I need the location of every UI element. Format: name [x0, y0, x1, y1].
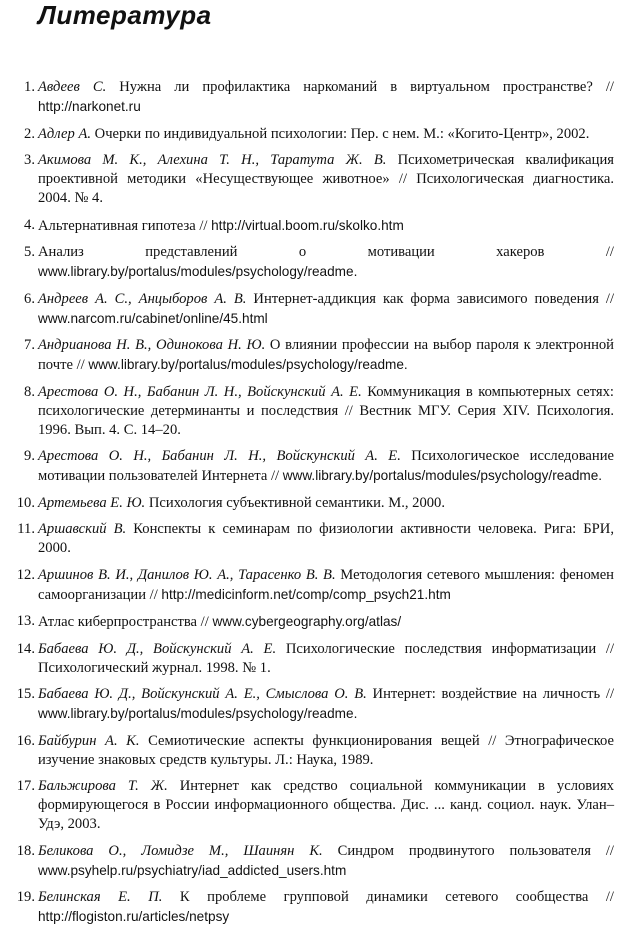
- reference-text: [38, 685, 614, 724]
- reference-title: Очерки по индивидуальной психологии: Пер. с нем. М.: «Когито-Центр», 2002.: [91, 125, 590, 142]
- reference-item: [0, 216, 620, 236]
- reference-number: 13.: [16, 613, 35, 629]
- reference-number: 12.: [16, 566, 35, 583]
- reference-title: К проблеме групповой динамики сетевого сообщества //: [162, 889, 614, 905]
- reference-url: http://virtual.boom.ru/skolko.htm: [211, 217, 404, 233]
- reference-url: www.cybergeography.org/atlas/: [212, 614, 402, 629]
- reference-title: Интернет как средство социальной коммуникации в условиях формирующегося в России информационного общества. Дис. ... канд. социол. наук. Улан–Удэ, 2003.: [38, 778, 614, 832]
- reference-text: [38, 842, 614, 881]
- reference-authors: Авдеев С.: [38, 79, 107, 95]
- reference-text: [38, 78, 614, 117]
- reference-number: 7.: [24, 337, 35, 353]
- reference-number: 1.: [24, 79, 35, 95]
- reference-authors: Арестова О. Н., Бабанин Л. Н., Войскунский А. Е.: [38, 383, 362, 400]
- reference-item: [0, 383, 620, 440]
- reference-number: 8.: [24, 383, 35, 400]
- reference-item: [0, 494, 620, 513]
- reference-url: http://medicinform.net/comp/comp_psych21.htm: [161, 586, 451, 602]
- reference-text: [38, 216, 614, 236]
- reference-authors: Бабаева Ю. Д., Войскунский А. Е.: [38, 640, 277, 657]
- reference-text: [38, 888, 614, 927]
- reference-text: [38, 243, 614, 282]
- reference-text: [38, 125, 614, 144]
- reference-authors: Андреев А. С., Анцыборов А. В.: [38, 290, 247, 307]
- reference-title: Альтернативная гипотеза //: [38, 217, 212, 234]
- reference-title: Анализ представлений о мотивации хакеров //: [38, 244, 614, 260]
- reference-list: [0, 78, 620, 935]
- reference-authors: Аршинов В. И., Данилов Ю. А., Тарасенко В. В.: [38, 566, 336, 583]
- reference-title: Нужна ли профилактика наркоманий в виртуальном пространстве? //: [106, 79, 614, 95]
- reference-title: Психологические последствия информатизации // Психологический журнал. 1998. № 1.: [38, 640, 614, 676]
- reference-text: [38, 640, 614, 678]
- reference-url: http://narkonet.ru: [38, 99, 141, 114]
- reference-item: [0, 777, 620, 834]
- page-title: Литература: [38, 0, 212, 30]
- reference-text: [38, 566, 614, 605]
- reference-text: [38, 777, 614, 834]
- reference-title: Конспекты к семинарам по физиологии активности человека. Рига: БРИ, 2000.: [38, 521, 614, 556]
- reference-number: 15.: [16, 686, 35, 702]
- reference-title: Интернет-аддикция как форма зависимого поведения //: [246, 290, 615, 307]
- reference-title: Психологическое исследование мотивации пользователей Интернета //: [38, 448, 614, 484]
- reference-authors: Байбурин А. К.: [38, 732, 140, 749]
- reference-number: 2.: [24, 125, 35, 142]
- reference-item: [0, 888, 620, 927]
- reference-text: [38, 336, 614, 375]
- reference-title: Психометрическая квалификация проективной методики «Несуществующее животное» // Психологическая диагностика. 2004. № 4.: [38, 152, 614, 206]
- reference-url: www.psyhelp.ru/psychiatry/iad_addicted_users.htm: [38, 862, 347, 878]
- reference-text: [38, 447, 614, 486]
- reference-number: 18.: [16, 842, 35, 859]
- reference-authors: Андрианова Н. В., Одинокова Н. Ю.: [38, 337, 266, 353]
- reference-number: 17.: [16, 778, 35, 794]
- reference-item: [0, 125, 620, 144]
- reference-title: Атлас киберпространства //: [38, 614, 213, 630]
- reference-number: 3.: [24, 152, 35, 168]
- reference-title: Синдром продвинутого пользователя //: [322, 842, 614, 859]
- reference-item: [0, 243, 620, 282]
- reference-url: www.library.by/portalus/modules/psychology/readme.: [88, 357, 408, 372]
- reference-authors: Артемьева Е. Ю.: [38, 494, 146, 511]
- reference-url: http://flogiston.ru/articles/netpsy: [38, 909, 230, 924]
- reference-item: [0, 290, 620, 329]
- reference-number: 11.: [17, 521, 35, 537]
- reference-number: 10.: [16, 494, 35, 511]
- reference-item: [0, 78, 620, 117]
- reference-item: [0, 640, 620, 678]
- reference-item: [0, 336, 620, 375]
- reference-url: www.library.by/portalus/modules/psychology/readme.: [282, 468, 603, 483]
- reference-authors: Акимова М. К., Алехина Т. Н., Таратута Ж. В.: [38, 152, 387, 168]
- reference-number: 9.: [24, 448, 35, 464]
- reference-url: www.narcom.ru/cabinet/online/45.html: [38, 310, 268, 326]
- reference-title: Семиотические аспекты функционирования вещей // Этнографическое изучение знаковых средств культуры. Л.: Наука, 1989.: [38, 732, 614, 768]
- reference-item: [0, 566, 620, 605]
- reference-text: [38, 612, 614, 632]
- reference-text: [38, 520, 614, 558]
- reference-item: [0, 842, 620, 881]
- reference-authors: Аршавский В.: [38, 521, 127, 537]
- reference-title: Методология сетевого мышления: феномен самоорганизации //: [38, 566, 614, 603]
- reference-item: [0, 520, 620, 558]
- reference-authors: Адлер А.: [38, 125, 92, 142]
- reference-text: [38, 151, 614, 208]
- reference-authors: Бальжирова Т. Ж.: [38, 778, 168, 794]
- reference-url: www.library.by/portalus/modules/psychology/readme.: [38, 706, 358, 721]
- reference-title: Коммуникация в компьютерных сетях: психологические детерминанты и последствия // Вестник МГУ. Серия XIV. Психология. 1996. Вып. 4. С. 14–20.: [38, 383, 614, 438]
- reference-number: 19.: [16, 889, 35, 905]
- reference-text: [38, 290, 614, 329]
- reference-authors: Белинская Е. П.: [38, 889, 163, 905]
- reference-authors: Арестова О. Н., Бабанин Л. Н., Войскунский А. Е.: [38, 448, 401, 464]
- reference-url: www.library.by/portalus/modules/psychology/readme.: [38, 264, 358, 279]
- reference-text: [38, 732, 614, 770]
- reference-item: [0, 612, 620, 632]
- reference-authors: Бабаева Ю. Д., Войскунский А. Е., Смыслова О. В.: [38, 686, 367, 702]
- reference-title: Психология субъективной семантики. М., 2000.: [145, 494, 445, 511]
- reference-number: 5.: [24, 244, 35, 260]
- reference-authors: Беликова О., Ломидзе М., Шаинян К.: [38, 842, 323, 859]
- reference-number: 4.: [24, 216, 35, 233]
- reference-text: [38, 383, 614, 440]
- reference-item: [0, 685, 620, 724]
- reference-item: [0, 447, 620, 486]
- reference-item: [0, 151, 620, 208]
- reference-text: [38, 494, 614, 513]
- reference-number: 16.: [16, 732, 35, 749]
- reference-title: О влиянии профессии на выбор пароля к электронной почте //: [38, 337, 614, 373]
- reference-title: Интернет: воздействие на личность //: [366, 686, 614, 702]
- reference-item: [0, 732, 620, 770]
- reference-number: 6.: [24, 290, 35, 307]
- reference-number: 14.: [16, 640, 35, 657]
